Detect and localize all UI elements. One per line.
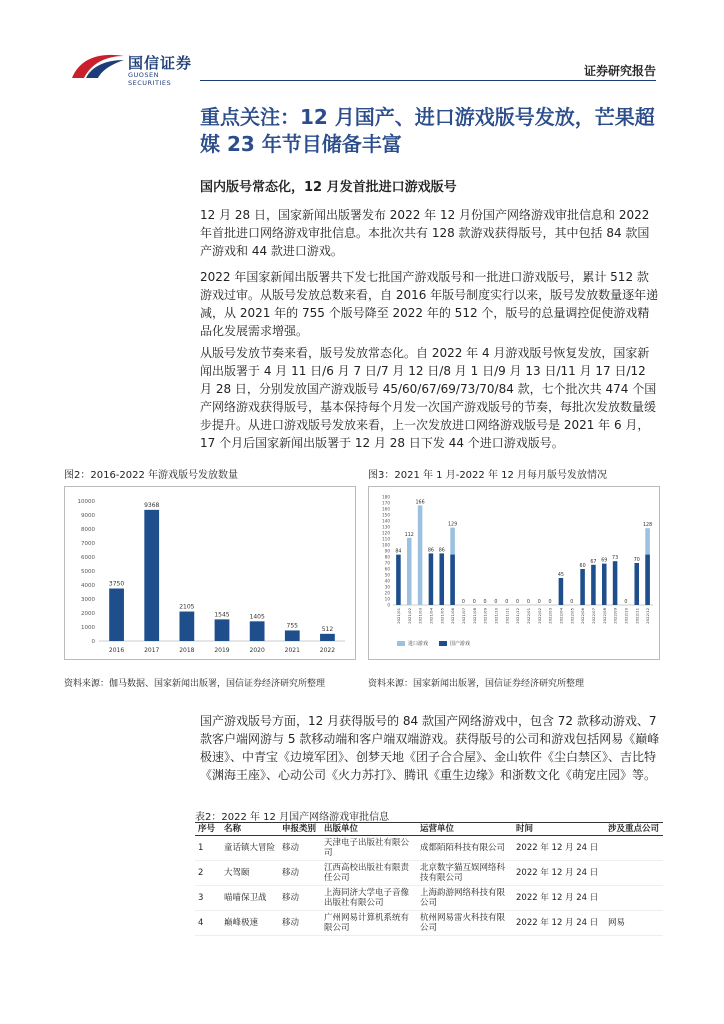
y-tick-label: 30 — [384, 584, 390, 590]
bar-domestic — [450, 555, 455, 605]
cell-index: 1 — [195, 836, 221, 861]
x-tick-label: 2021/10 — [493, 608, 499, 624]
page-title: 重点关注：12 月国产、进口游戏版号发放，芒果超媒 23 年节目储备丰富 — [200, 105, 655, 156]
fig3-source: 资料来源：国家新闻出版署，国信证券经济研究所整理 — [368, 679, 585, 689]
paragraph-3: 从版号发放节奏来看，版号发放常态化。自 2022 年 4 月游戏版号恢复发放，国家新闻出版署于 4 月 11 日/6 月 7 日/7 月 12 日/8 月 1 日/9 月 13 日/11 月 17 日/12 月 28 日，分别发放国产游戏版号 45/60/67/69/73/70/84 款，七个批次共 474 个国产网络游戏获得版号，基本保持每个月发一次国产游戏版号的节奏，每批次发放数量缓步提升。从进口游戏版号发放来看，上一次发放进口网络游戏版号是 2021 年 6 月，17 个月后国家新闻出版署于 12 月 28 日下发 44 个进口游戏版号。 — [200, 346, 657, 450]
y-tick-label: 90 — [384, 548, 390, 554]
th-category: 申报类别 — [279, 823, 321, 836]
fig2-bar-chart — [65, 487, 355, 659]
cell-category: 移动 — [279, 836, 321, 861]
cell-key-company: 网易 — [605, 911, 663, 936]
fig2-chart-box — [64, 486, 356, 660]
cell-date: 2022 年 12 月 24 日 — [513, 861, 605, 886]
cell-name: 童话镇大冒险 — [221, 836, 279, 861]
bar-data-label: 0 — [570, 600, 574, 605]
cell-operator: 北京数字猫互娱网络科技有限公司 — [417, 861, 513, 886]
bar-data-label: 0 — [494, 600, 498, 605]
y-tick-label: 5000 — [81, 569, 95, 575]
fig3-chart-box — [368, 486, 660, 660]
x-tick-label: 2020 — [249, 647, 265, 654]
report-type: 证券研究报告 — [583, 64, 656, 78]
bar-domestic — [559, 578, 564, 605]
y-tick-label: 160 — [382, 506, 390, 512]
y-tick-label: 20 — [384, 590, 390, 596]
x-tick-label: 2021/08 — [471, 608, 477, 624]
cell-key-company — [605, 861, 663, 886]
section-subhead: 国内版号常态化，12 月发首批进口游戏版号 — [200, 180, 457, 195]
bar-data-label: 0 — [548, 600, 552, 605]
x-tick-label: 2021/03 — [417, 608, 423, 624]
x-tick-label: 2022/09 — [612, 608, 618, 624]
cell-name: 巅峰极速 — [221, 911, 279, 936]
x-tick-label: 2021/04 — [428, 608, 434, 624]
y-tick-label: 6000 — [81, 555, 95, 561]
x-tick-label: 2022/03 — [547, 608, 553, 624]
th-name: 名称 — [221, 823, 279, 836]
y-tick-label: 8000 — [81, 527, 95, 533]
bar-data-label: 112 — [404, 532, 414, 538]
x-tick-label: 2022/11 — [634, 608, 640, 624]
cell-name: 大驾颐 — [221, 861, 279, 886]
bar-domestic — [634, 563, 639, 605]
cell-category: 移动 — [279, 911, 321, 936]
bar-import — [407, 538, 412, 605]
y-tick-label: 120 — [382, 530, 390, 536]
bar-domestic — [591, 565, 596, 605]
paragraph-1: 12 月 28 日，国家新闻出版署发布 2022 年 12 月份国产网络游戏审批信息和 2022 年首批进口网络游戏审批信息。本批次共有 128 款游戏获得版号，其中包括 84 款国产游戏和 44 款进口游戏。 — [200, 208, 650, 258]
bar-data-label: 69 — [601, 558, 608, 564]
guosen-logo-icon — [70, 50, 126, 80]
cell-key-company — [605, 836, 663, 861]
x-tick-label: 2021/09 — [482, 608, 488, 624]
bar-data-label: 9368 — [144, 501, 160, 509]
cell-date: 2022 年 12 月 24 日 — [513, 836, 605, 861]
cell-index: 3 — [195, 886, 221, 911]
table-row — [195, 861, 663, 886]
y-tick-label: 170 — [382, 500, 390, 506]
bar-data-label: 2105 — [179, 603, 195, 611]
x-tick-label: 2022/06 — [580, 608, 586, 624]
cell-key-company — [605, 886, 663, 911]
y-tick-label: 130 — [382, 524, 390, 530]
bar-data-label: 3750 — [108, 580, 125, 588]
fig3-stacked-bar-chart — [369, 487, 659, 659]
y-tick-label: 70 — [384, 560, 390, 566]
bar-data-label: 84 — [395, 549, 402, 555]
cell-publisher: 广州网易计算机系统有限公司 — [321, 911, 417, 936]
x-tick-label: 2021/11 — [504, 608, 510, 624]
x-tick-label: 2022/12 — [645, 608, 651, 624]
y-tick-label: 10000 — [77, 499, 95, 505]
cell-date: 2022 年 12 月 24 日 — [513, 911, 605, 936]
bar — [285, 630, 300, 641]
cell-publisher: 江西高校出版社有限责任公司 — [321, 861, 417, 886]
bar-data-label: 0 — [483, 600, 487, 605]
bar-data-label: 45 — [557, 573, 564, 578]
y-tick-label: 3000 — [81, 597, 95, 603]
legend-swatch-import — [397, 641, 405, 646]
bar — [144, 510, 159, 641]
bar-data-label: 512 — [321, 625, 334, 633]
cell-name: 喵喵保卫战 — [221, 886, 279, 911]
bar-data-label: 70 — [633, 558, 640, 563]
y-tick-label: 140 — [382, 518, 390, 524]
table-header-row — [195, 823, 663, 836]
y-tick-label: 0 — [91, 639, 95, 645]
legend-label-import: 进口游戏 — [408, 641, 429, 647]
approval-table — [195, 822, 663, 936]
table-row — [195, 836, 663, 861]
cell-publisher: 天津电子出版社有限公司 — [321, 836, 417, 861]
cell-date: 2022 年 12 月 24 日 — [513, 886, 605, 911]
y-tick-label: 110 — [382, 536, 390, 542]
th-operator: 运营单位 — [417, 823, 513, 836]
bar-data-label: 0 — [461, 600, 465, 605]
x-tick-label: 2022/05 — [569, 608, 575, 624]
bar-data-label: 128 — [643, 523, 653, 529]
bar-domestic — [645, 555, 650, 605]
bar-data-label: 166 — [415, 500, 425, 506]
x-tick-label: 2022/04 — [558, 608, 564, 624]
cell-operator: 上海韵游网络科技有限公司 — [417, 886, 513, 911]
x-tick-label: 2017 — [144, 647, 160, 654]
cell-index: 2 — [195, 861, 221, 886]
y-tick-label: 60 — [384, 566, 390, 572]
bar-domestic — [429, 553, 434, 605]
th-index: 序号 — [195, 823, 221, 836]
bar-data-label: 86 — [438, 548, 445, 554]
table-row — [195, 911, 663, 936]
bar-data-label: 73 — [612, 556, 619, 562]
y-tick-label: 40 — [384, 578, 390, 584]
logo-en-text: GUOSEN SECURITIES — [128, 71, 172, 87]
x-tick-label: 2021 — [284, 647, 300, 654]
y-tick-label: 0 — [387, 602, 390, 608]
cell-category: 移动 — [279, 861, 321, 886]
y-tick-label: 1000 — [81, 625, 95, 631]
bar-data-label: 1405 — [249, 613, 265, 621]
cell-index: 4 — [195, 911, 221, 936]
fig2-title: 图2：2016-2022 年游戏版号发放数量 — [64, 470, 239, 481]
x-tick-label: 2021/06 — [450, 608, 456, 624]
bar — [109, 589, 124, 642]
bar — [179, 612, 194, 641]
y-tick-label: 80 — [384, 554, 390, 560]
bar-data-label: 60 — [579, 564, 586, 569]
y-tick-label: 50 — [384, 572, 390, 578]
bar-domestic — [580, 569, 585, 605]
bar-domestic — [602, 564, 607, 605]
y-tick-label: 100 — [382, 542, 390, 548]
paragraph-2: 2022 年国家新闻出版署共下发七批国产游戏版号和一批进口游戏版号，累计 512 款游戏过审。从版号发放总数来看，自 2016 年版号制度实行以来，版号发放数量逐年递减，从 2021 年的 755 个版号降至 2022 年的 512 个，版号的总量调控促使游戏精品化发展需求增强。 — [200, 270, 659, 338]
bar-domestic — [396, 555, 401, 605]
bar-domestic — [613, 561, 618, 605]
y-tick-label: 7000 — [81, 541, 95, 547]
bar — [250, 621, 265, 641]
x-tick-label: 2021/05 — [439, 608, 445, 624]
bar-data-label: 129 — [448, 522, 458, 528]
bar-data-label: 1545 — [214, 611, 230, 619]
paragraph-4: 国产游戏版号方面，12 月获得版号的 84 款国产网络游戏中，包含 72 款移动游戏、7 款客户端网游与 5 款移动端和客户端双端游戏。获得版号的公司和游戏包括网易《巅峰极速》、中青宝《边境军团》、创梦天地《团子合合屋》、金山软件《尘白禁区》、吉比特《渊海王座》、心动公司《火力苏打》、腾讯《重生边缘》和浙数文化《萌宠庄园》等。 — [200, 714, 660, 782]
cell-operator: 成都陌陌科技有限公司 — [417, 836, 513, 861]
bar-data-label: 67 — [590, 559, 597, 565]
fig2-source: 资料来源：伽马数据、国家新闻出版署，国信证券经济研究所整理 — [64, 679, 326, 689]
th-key-company: 涉及重点公司 — [605, 823, 663, 836]
y-tick-label: 2000 — [81, 611, 95, 617]
header-divider — [200, 80, 656, 81]
y-tick-label: 9000 — [81, 513, 95, 519]
table-row — [195, 886, 663, 911]
x-tick-label: 2021/01 — [395, 608, 401, 624]
fig3-title: 图3：2021 年 1 月-2022 年 12 月每月版号发放情况 — [368, 470, 608, 481]
bar-data-label: 0 — [516, 600, 520, 605]
bar-data-label: 0 — [537, 600, 541, 605]
cell-operator: 杭州网易雷火科技有限公司 — [417, 911, 513, 936]
bar — [320, 634, 335, 641]
legend-label-domestic: 国产游戏 — [450, 641, 471, 647]
logo-cn-text: 国信证券 — [128, 54, 193, 72]
bar-data-label: 0 — [526, 600, 530, 605]
bar-import — [418, 505, 423, 605]
x-tick-label: 2022/08 — [601, 608, 607, 624]
x-tick-label: 2021/02 — [406, 608, 412, 624]
x-tick-label: 2022/02 — [536, 608, 542, 624]
x-tick-label: 2022/01 — [525, 608, 531, 624]
legend-swatch-domestic — [439, 641, 447, 646]
bar-data-label: 86 — [427, 548, 434, 554]
x-tick-label: 2019 — [214, 647, 230, 654]
cell-publisher: 上海同济大学电子音像出版社有限公司 — [321, 886, 417, 911]
bar-data-label: 755 — [286, 622, 299, 630]
bar-domestic — [439, 553, 444, 605]
table-title: 表2：2022 年 12 月国产网络游戏审批信息 — [195, 812, 390, 823]
bar — [215, 619, 230, 641]
bar-data-label: 0 — [624, 600, 628, 605]
x-tick-label: 2021/12 — [515, 608, 521, 624]
bar-data-label: 0 — [505, 600, 509, 605]
bar-data-label: 0 — [472, 600, 476, 605]
logo — [70, 48, 200, 87]
x-tick-label: 2022/07 — [590, 608, 596, 624]
y-tick-label: 180 — [382, 494, 390, 500]
th-date: 时间 — [513, 823, 605, 836]
x-tick-label: 2016 — [108, 647, 125, 654]
x-tick-label: 2018 — [179, 647, 195, 654]
y-tick-label: 10 — [384, 596, 390, 602]
x-tick-label: 2022 — [319, 647, 336, 654]
y-tick-label: 150 — [382, 512, 390, 518]
x-tick-label: 2022/10 — [623, 608, 629, 624]
y-tick-label: 4000 — [81, 583, 95, 589]
x-tick-label: 2021/07 — [460, 608, 466, 624]
cell-category: 移动 — [279, 886, 321, 911]
th-publisher: 出版单位 — [321, 823, 417, 836]
